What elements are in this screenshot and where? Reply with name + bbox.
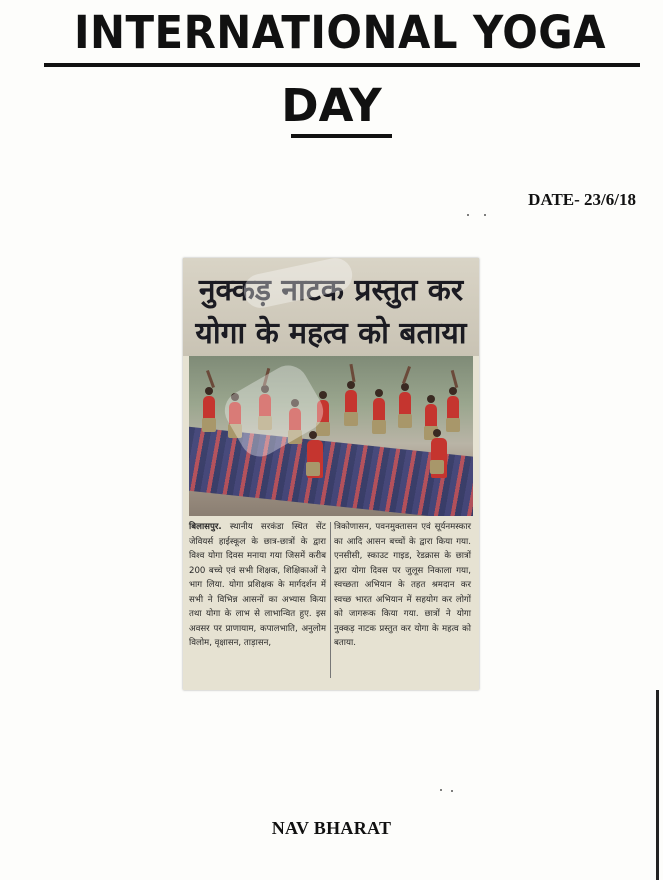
page-title: INTERNATIONAL YOGA — [74, 6, 606, 59]
student-figure — [307, 440, 323, 478]
raised-arm — [206, 370, 215, 388]
student-figure — [203, 396, 215, 430]
title-underline — [44, 63, 640, 67]
column-divider — [330, 522, 331, 678]
raised-arm — [349, 364, 355, 382]
article-text: स्थानीय सरकंडा स्थित सेंट जेवियर्स हाईस्कूल के छात्र-छात्रों के द्वारा विश्व योगा दिवस मनाया गया जिसमें करीब 200 बच्चे एवं सभी शिक्षक, शिक्षिकाओं ने भाग लिया. योगा प्रशिक्षक के मार्गदर्शन में सभी ने विभिन्न आसनों का अभ्यास किया तथा योगा के लाभ से लाभान्वित हुए. इस अवसर पर प्राणायाम, कपालभाति, अनुलोम विलोम, वृक्षासन, ताड़ासन, — [189, 522, 326, 648]
yoga-photo — [189, 356, 473, 516]
clipping-headline: नुक्कड़ नाटक प्रस्तुत कर — [198, 273, 464, 308]
title-underline-second — [291, 134, 392, 138]
page-title-continued: DAY — [281, 79, 382, 132]
student-figure — [345, 390, 357, 424]
newspaper-clipping — [183, 258, 479, 690]
scan-edge-line — [656, 690, 659, 880]
scan-speck — [451, 790, 453, 792]
article-column-right: त्रिकोणासन, पवनमुक्तासन एवं सूर्यनमस्कार का आदि आसन बच्चों के द्वारा किया गया. एनसीसी, स्काउट गाइड, रेडक्रास के छात्रों द्वारा योगा दिवस पर जुलूस निकाला गया, स्वच्छता अभियान के तहत श्रमदान कर स्वच्छ भारत अभियान में सहयोग कर लोगों को जागरूक किया गया. छात्रों ने योगा नुक्कड़ नाटक प्रस्तुत कर योगा के महत्व को बताया. — [334, 522, 471, 648]
scan-speck — [484, 214, 486, 216]
article-column-left — [189, 520, 326, 651]
raised-arm — [451, 370, 459, 388]
clipping-headline-second: योगा के महत्व को बताया — [195, 316, 467, 351]
clipping-headline-block — [183, 258, 479, 356]
student-figure — [373, 398, 385, 432]
scan-speck — [467, 214, 469, 216]
article-body — [189, 520, 473, 686]
scan-speck — [440, 789, 442, 791]
student-figure — [399, 392, 411, 426]
student-figure — [431, 438, 447, 478]
raised-arm — [402, 366, 411, 384]
article-dateline: बिलासपुर. — [189, 522, 222, 532]
student-figure — [447, 396, 459, 430]
source-label: NAV BHARAT — [271, 818, 392, 838]
date-label: DATE- 23/6/18 — [528, 190, 636, 209]
